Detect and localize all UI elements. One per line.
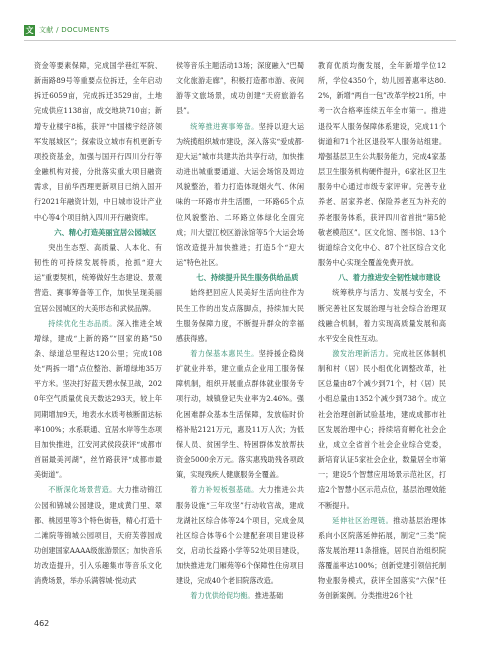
- lead-phrase: 着力保基本惠民生。: [190, 348, 259, 358]
- section-heading: 八、着力推进安全韧性城市建设: [338, 273, 441, 283]
- paragraph: [34, 316, 162, 483]
- paragraph-text: 深入推进全域增绿，建成“上新的路”“回家的路”50条、绿道总里程达120公里；完成108处“两拆一增”点位整治、新增绿地35万平方米。坚决打好蓝天碧水保卫战，2020年空气质量优良天数达293天，较上年同期增加9天，地表水水质考核断面达标率100%；水系联通、宜居水岸等生态项目加快推进，江安河武侯段获评“成都市首届最美河湖”，丝竹路获评“成都市最美街道”。: [34, 318, 162, 480]
- paragraph: [318, 513, 446, 604]
- paragraph: 资金等要素保障，完成国学巷红军院、新南路89号等重要点位拆迁，全年启动拆迁6059亩，完成拆迁3529亩，土地完成供应1138亩，成交地块710亩；新增专业楼宇8栋，获评“中国楼宇经济领军发展城区”；探索设立城市有机更新专项投资基金，加强与国开行四川分行等金融机构对接，分批落实重大项目融资需求，目前华西理更新项目已纳入国开行2021年融资计划，中日城市设计产业中心等4个项目纳入四川开行融资库。: [34, 61, 162, 222]
- lead-phrase: 延伸社区治理链。: [332, 515, 394, 525]
- paragraph-text: 完成社区体制机制和村（居）民小组优化调整改革，社区总量由87个减少到71个，村（居）民小组总量由1352个减少到738个。成立社会治理创新试验基地，建成成都市社区发展治理中心；持续培育孵化社会企业，成立全省首个社会企业综合党委，新培育认证5家社会企业，数量居全市第一；建设5个智慧应用场景示范社区，打造2个智慧小区示范点位，基层治理效能不断提升。: [318, 348, 446, 510]
- paragraph-text: 大力推动锦江公园和锦城公园建设，建成黄门里、翠都、桃园里等3个特色街巷，精心打造十二滩院等锦城公园项目，天府芙蓉园成功创建国家AAAA级旅游景区；加快音乐坊改造提升，引入乐趣集市等音乐文化消费场景，举办乐满蓉城·悦动武: [34, 485, 162, 586]
- lead-phrase: 不断深化场景营造。: [48, 485, 117, 495]
- section-title: 文献 / DOCUMENTS: [39, 26, 110, 34]
- column-3: [318, 58, 446, 614]
- paragraph-text: 推动基层治理体系向小区院落延伸拓展，制定“三类”院落发展治理11条措施，居民自治组织院落覆盖率达100%；创新党建引领信托制物业服务模式，获评全国落实“六保”任务创新案例。分类推进26个社: [318, 515, 446, 601]
- paragraph: [176, 482, 304, 588]
- section-heading: 六、精心打造美丽宜居公园城区: [54, 227, 157, 237]
- paragraph-text: 推进基础: [254, 591, 284, 601]
- page-number: 462: [34, 619, 50, 628]
- lead-phrase: 激发治理新活力。: [332, 348, 394, 358]
- paragraph: [318, 346, 446, 513]
- paragraph: 教育优质均衡发展，全年新增学位12所，学位4350个，幼儿园普惠率达80.2%，新增“两自一包”改革学校21所，中考一次合格率连续五年全市第一。推进退役军人服务保障体系建设，完成11个街道和71个社区退役军人服务站组建。增强基层卫生公共服务能力，完成4家基层卫生服务机构硬件提升，6家社区卫生服务中心通过市级专家评审。完善专业养老、居家养老、保险养老互为补充的养老服务体系，获评四川省首批“第5轮敬老模范区”。区文化馆、图书馆、13个街道综合文化中心、87个社区综合文化服务中心实现全覆盖免费开放。: [318, 61, 446, 268]
- paragraph: 突出生态型、高质量、人本化、有韧性的可持续发展特质，抢抓“迎大运”重要契机，统筹做好生态建设、景观营造、赛事筹备等工作，加快呈现美丽宜居公园城区的大美形态和武侯品牌。: [34, 242, 162, 313]
- paragraph: [176, 588, 304, 603]
- paragraph-text: 坚持援企稳岗扩就业并举，建立重点企业用工服务保障机制，组织开展重点群体就业服务专项行动，城镇登记失业率为2.46%。强化困难群众基本生活保障，发放临时价格补贴2121万元，惠及11万人次；为低保人员、贫困学生、特困群体发放帮扶资金5000余万元。落实惠残助残各项政策，实现残疾人健康服务全覆盖。: [176, 348, 304, 480]
- header-divider: [24, 40, 456, 41]
- lead-phrase: 着力补短板强基础。: [190, 485, 259, 495]
- column-2: [176, 58, 304, 614]
- lead-phrase: 着力优供给促均衡。: [190, 591, 255, 601]
- documents-logo-icon: 文: [25, 25, 34, 35]
- paragraph-text: 大力推进公共服务设施“三年攻坚”行动收官战，建成龙湖社区综合体等24个项目，完成金凤社区综合体等6个公建配套项目建设移交，启动长益路小学等52处项目建设，加快推进龙门厢苑等6个保障性住房项目建设，完成40个老旧院落改造。: [176, 485, 304, 586]
- section-heading: 七、持续提升民生服务供给品质: [196, 273, 299, 283]
- paragraph: [176, 346, 304, 482]
- paragraph: 统筹秩序与活力、发展与安全，不断完善社区发展治理与社会综合治理双线融合机制，着力实现高质量发展和高水平安全良性互动。: [318, 288, 446, 343]
- article-body: [34, 58, 446, 614]
- lead-phrase: 持续优化生态品质。: [48, 318, 117, 328]
- paragraph-text: 坚持以迎大运为统揽组织城市建设，深入落实“爱成都·迎大运”城市共建共治共享行动，加快推动进出城重要通道、大运会场馆及周边风貌整治，着力打造体现烟火气、休闲味的一环路市井生活圈，一环路65个点位风貌整治、二环路立体绿化全面完成；川大望江校区游泳馆等5个大运会场馆改造提升加快推进；打造5个“迎大运”特色社区。: [176, 121, 304, 268]
- paragraph: [176, 119, 304, 271]
- column-1: [34, 58, 162, 614]
- lead-phrase: 统筹推进赛事筹备。: [190, 121, 259, 131]
- paragraph: 侯等音乐主题活动13场；深度融入“巴蜀文化旅游走廊”，积极打造都市游、夜间游等文旅场景，成功创建“天府旅游名县”。: [176, 61, 304, 116]
- paragraph: 始终把回应人民美好生活向往作为民生工作的出发点落脚点，持续加大民生服务保障力度，不断提升群众的幸福感获得感。: [176, 288, 304, 343]
- header: [24, 22, 109, 38]
- paragraph: [34, 482, 162, 588]
